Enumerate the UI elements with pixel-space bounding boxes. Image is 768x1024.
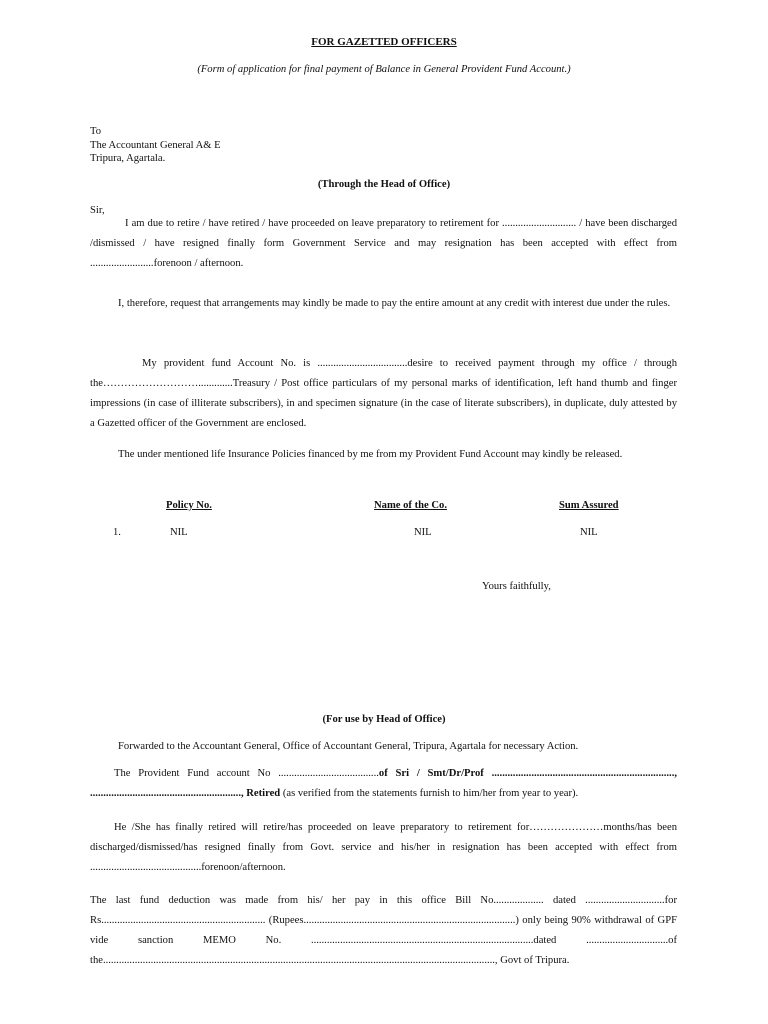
head-of-office-heading: (For use by Head of Office) xyxy=(322,714,446,725)
pf-account-text: The Provident Fund account No ...................................... xyxy=(114,768,379,779)
paragraph-last-deduction: The last fund deduction was made from his/ her pay in this office Bill No................... dated ..............................for Rs.............................................................. (Rupees................................................................................) only being 90% withdrawal of GPF vide sanction MEMO No. ....................................................................................dated ...............................of the...................................................................................................................................................., Govt of Tripura. xyxy=(90,895,677,966)
paragraph-account: My provident fund Account No. is ..................................desire to received payment through my office / through the……………………….............Treasury / Post office particulars of my personal marks of identification, left hand thumb and finger impressions (in case of illiterate subscribers), in and specimen signature (in the case of literate subscribers), in duplicate, duly attested by a Gazetted officer of the Government are enclosed. xyxy=(90,358,677,429)
cell-company: NIL xyxy=(414,527,432,538)
address-line-2: Tripura, Agartala. xyxy=(90,153,166,164)
row-number: 1. xyxy=(113,527,121,538)
pf-verified-text: (as verified from the statements furnish to him/her from year to year). xyxy=(280,788,579,799)
address-line-1: The Accountant General A& E xyxy=(90,139,221,151)
paragraph-retired: He /She has finally retired will retire/has proceeded on leave preparatory to retirement for…………………months/has been discharged/dismissed/has resigned finally from Govt. service and his/her in resignation has been accepted with effect from ..........................................forenoon/afternoon. xyxy=(90,822,677,873)
address-block xyxy=(90,125,221,166)
paragraph-retirement: I am due to retire / have retired / have proceeded on leave preparatory to retirement for ............................ / have been discharged /dismissed / have resigned finally form Government Service and may resignation has been accepted with effect from ........................forenoon / afternoon. xyxy=(90,218,677,269)
paragraph-request: I, therefore, request that arrangements may kindly be made to pay the entire amount at any credit with interest due under the rules. xyxy=(118,298,671,309)
paragraph-insurance: The under mentioned life Insurance Policies financed by me from my Provident Fund Account may kindly be released. xyxy=(118,449,623,460)
form-title: FOR GAZETTED OFFICERS xyxy=(311,36,457,48)
cell-policy: NIL xyxy=(170,527,188,538)
header-policy-no: Policy No. xyxy=(166,500,212,511)
paragraph-forwarded: Forwarded to the Accountant General, Office of Accountant General, Tripura, Agartala for necessary Action. xyxy=(118,741,579,752)
cell-sum: NIL xyxy=(580,527,598,538)
form-subtitle: (Form of application for final payment of Balance in General Provident Fund Account.) xyxy=(197,64,571,75)
closing: Yours faithfully, xyxy=(482,581,551,592)
header-sum-assured: Sum Assured xyxy=(559,500,619,511)
salutation: Sir, xyxy=(90,205,105,216)
pf-officer-name: of Sri / Smt/Dr/Prof ....................................................................., ........................................................., Retired xyxy=(90,768,677,799)
header-company-name: Name of the Co. xyxy=(374,500,447,511)
through-head-of-office: (Through the Head of Office) xyxy=(317,179,451,190)
paragraph-pf-account xyxy=(90,764,677,804)
address-to: To xyxy=(90,126,102,137)
